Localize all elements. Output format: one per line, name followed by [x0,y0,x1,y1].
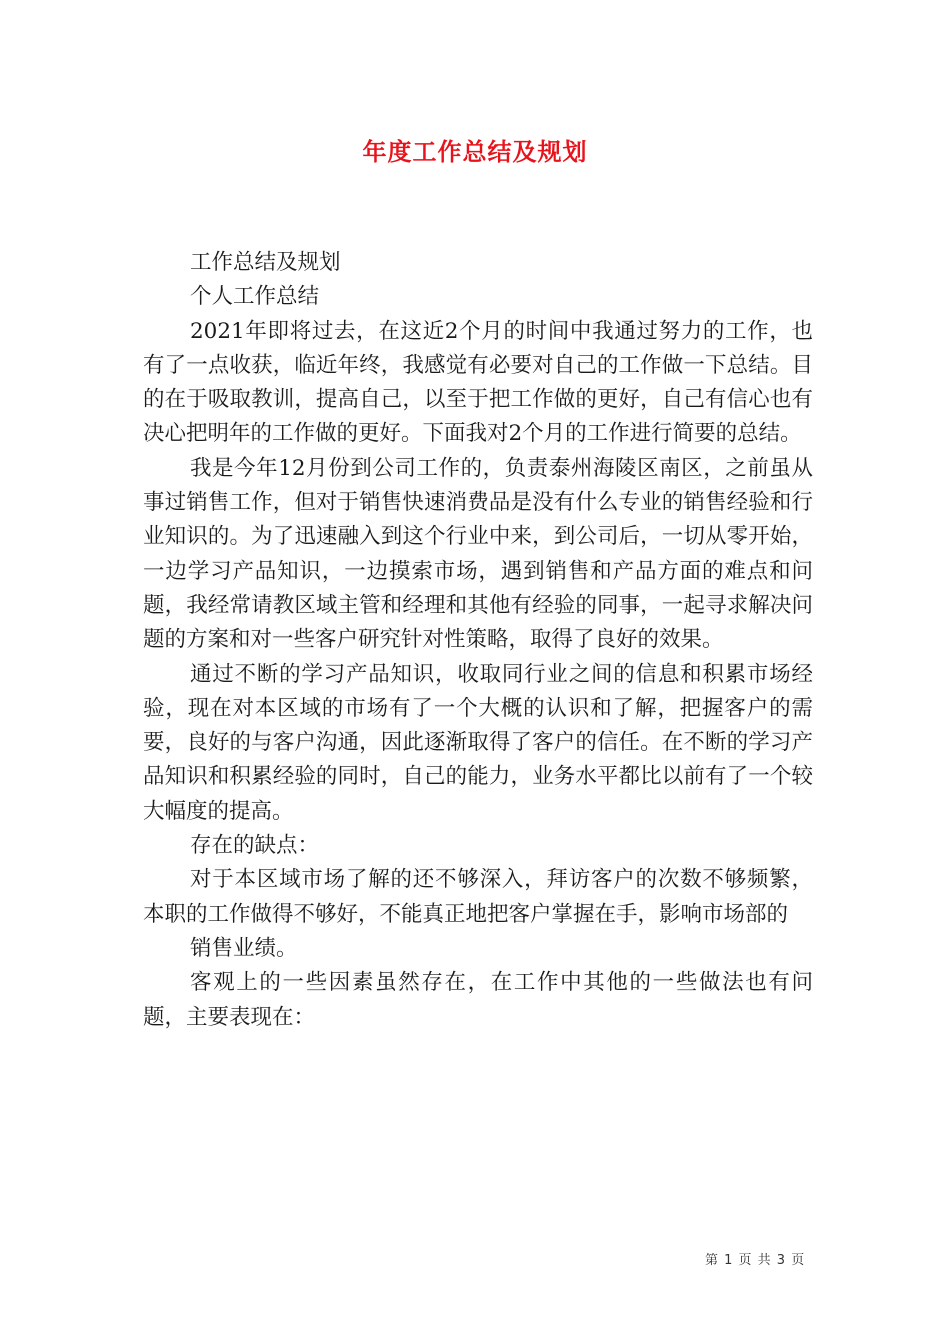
shortcomings-heading: 存在的缺点： [190,833,320,859]
paragraph-objective-factors: 客观上的一些因素虽然存在，在工作中其他的一些做法也有问题，主要表现在： [143,970,813,1030]
page-indicator: 第 1 页 共 3 页 [705,1253,806,1268]
paragraph-progress: 通过不断的学习产品知识，收取同行业之间的信息和积累市场经验，现在对本区域的市场有了一个大概的认识和了解，把握客户的需要，良好的与客户沟通，因此逐渐取得了客户的信任。在不断的学习产品知识和积累经验的同时，自己的能力，业务水平都比以前有了一个较大幅度的提高。 [143,661,813,824]
section-heading: 工作总结及规划 [190,250,341,275]
paragraph-sales-performance: 销售业绩。 [190,935,298,961]
document-title: 年度工作总结及规划 [362,138,588,166]
paragraph-shortcomings: 对于本区域市场了解的还不够深入，拜访客户的次数不够频繁，本职的工作做得不够好，不能真正地把客户掌握在手，影响市场部的 [143,867,813,927]
document-body [143,246,813,1035]
subsection-heading: 个人工作总结 [190,284,320,310]
paragraph-intro: 2021年即将过去，在这近2个月的时间中我通过努力的工作，也有了一点收获，临近年终，我感觉有必要对自己的工作做一下总结。目的在于吸取教训，提高自己，以至于把工作做的更好，自己有信心也有决心把明年的工作做的更好。下面我对2个月的工作进行简要的总结。 [143,318,813,447]
paragraph-background: 我是今年12月份到公司工作的，负责泰州海陵区南区，之前虽从事过销售工作，但对于销售快速消费品是没有什么专业的销售经验和行业知识的。为了迅速融入到这个行业中来，到公司后，一切从零开始，一边学习产品知识，一边摸索市场，遇到销售和产品方面的难点和问题，我经常请教区域主管和经理和其他有经验的同事，一起寻求解决问题的方案和对一些客户研究针对性策略，取得了良好的效果。 [143,455,813,653]
